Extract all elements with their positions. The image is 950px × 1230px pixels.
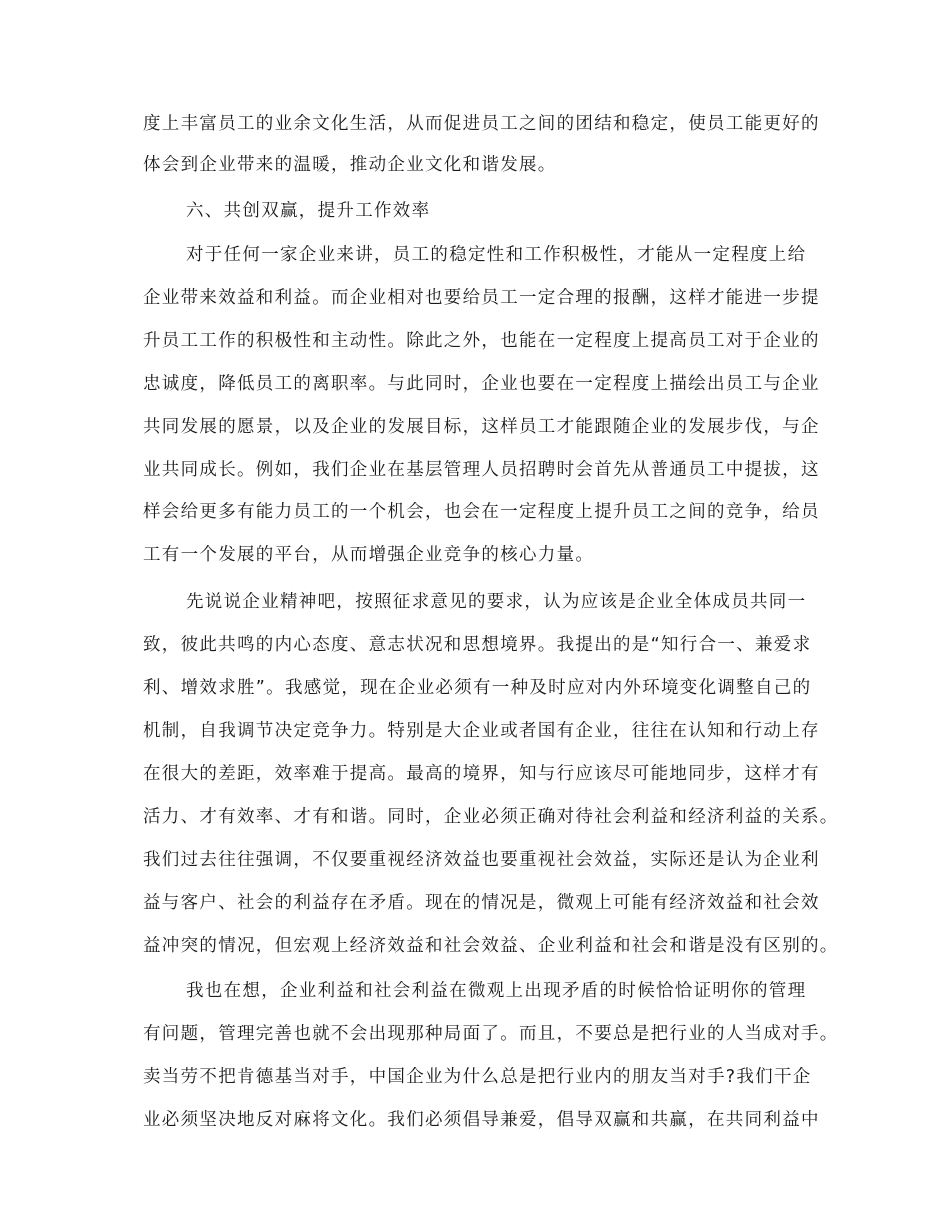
text-line: 业共同成长。例如，我们企业在基层管理人员招聘时会首先从普通员工中提拔，这: [143, 460, 820, 480]
text-line: 升员工工作的积极性和主动性。除此之外，也能在一定程度上提高员工对于企业的: [143, 331, 820, 351]
text-line: 共同发展的愿景，以及企业的发展目标，这样员工才能跟随企业的发展步伐，与企: [143, 417, 820, 437]
text-line: 工有一个发展的平台，从而增强企业竞争的核心力量。: [143, 545, 595, 565]
text-line: 活力、才有效率、才有和谐。同时，企业必须正确对待社会利益和经济利益的关系。: [143, 807, 839, 827]
text-line: 益与客户、社会的利益存在矛盾。现在的情况是，微观上可能有经济效益和社会效: [143, 893, 820, 913]
text-line: 体会到企业带来的温暖，推动企业文化和谐发展。: [143, 155, 557, 175]
text-line: 样会给更多有能力员工的一个机会，也会在一定程度上提升员工之间的竞争，给员: [143, 502, 820, 522]
text-line: 度上丰富员工的业余文化生活，从而促进员工之间的团结和稳定，使员工能更好的: [143, 114, 820, 134]
text-line: 机制，自我调节决定竞争力。特别是大企业或者国有企业，往往在认知和行动上存: [143, 721, 820, 741]
text-line: 利、增效求胜”。我感觉，现在企业必须有一种及时应对内外环境变化调整自己的: [143, 678, 812, 698]
text-line: 致，彼此共鸣的内心态度、意志状况和思想境界。我提出的是“知行合一、兼爱求: [143, 635, 812, 655]
text-line: 企业带来效益和利益。而企业相对也要给员工一定合理的报酬，这样才能进一步提: [143, 288, 820, 308]
text-line: 有问题，管理完善也就不会出现那种局面了。而且，不要总是把行业的人当成对手。: [143, 1024, 839, 1044]
text-line: 益冲突的情况，但宏观上经济效益和社会效益、企业利益和社会和谐是没有区别的。: [143, 936, 839, 956]
text-line: 先说说企业精神吧，按照征求意见的要求，认为应该是企业全体成员共同一: [186, 592, 807, 612]
text-line: 卖当劳不把肯德基当对手，中国企业为什么总是把行业内的朋友当对手?我们干企: [143, 1067, 812, 1087]
text-line: 忠诚度，降低员工的离职率。与此同时，企业也要在一定程度上描绘出员工与企业: [143, 374, 820, 394]
text-line: 对于任何一家企业来讲，员工的稳定性和工作积极性，才能从一定程度上给: [186, 245, 807, 265]
text-line: 我们过去往往强调，不仅要重视经济效益也要重视社会效益，实际还是认为企业利: [143, 850, 820, 870]
text-line: 在很大的差距，效率难于提高。最高的境界，知与行应该尽可能地同步，这样才有: [143, 764, 820, 784]
text-line: 业必须坚决地反对麻将文化。我们必须倡导兼爱，倡导双赢和共赢，在共同利益中: [143, 1110, 820, 1130]
section-heading: 六、共创双赢，提升工作效率: [186, 201, 431, 221]
text-line: 我也在想，企业利益和社会利益在微观上出现矛盾的时候恰恰证明你的管理: [186, 981, 807, 1001]
